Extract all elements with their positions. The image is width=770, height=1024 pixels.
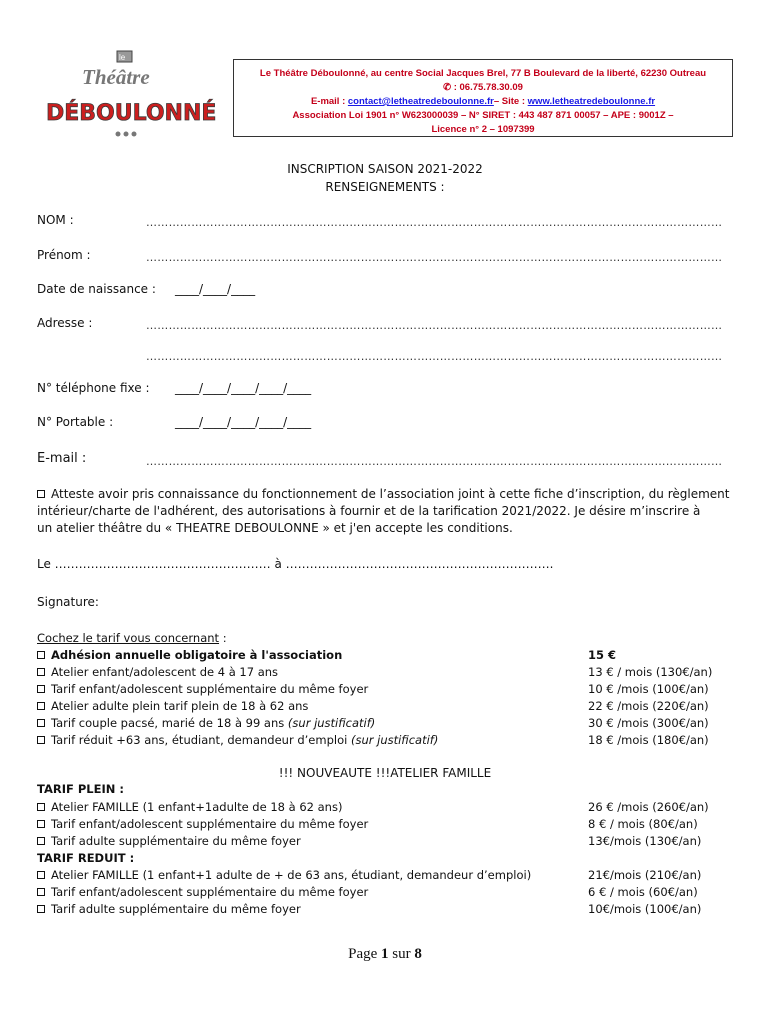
address-line: Le Théâtre Déboulonné, au centre Social Jacques Brel, 77 B Boulevard de la liberté, 62230 Outreau xyxy=(259,68,707,79)
portable-field[interactable]: ____/____/____/____/____ xyxy=(175,415,312,429)
attestation-line-2: intérieur/charte de l'adhérent, des autorisations à fournir et de la tarification 2021/2022. Je désire m’inscrire à xyxy=(37,504,701,518)
tarif-row-2[interactable]: Tarif enfant/adolescent supplémentaire du même foyer xyxy=(37,682,368,696)
email-label: E-mail : xyxy=(37,451,87,466)
phone-icon: ✆ xyxy=(443,82,452,93)
tarif-row-3[interactable]: Atelier adulte plein tarif plein de 18 à 62 ans xyxy=(37,699,308,713)
attestation-block xyxy=(37,486,747,537)
tarif-checkbox[interactable] xyxy=(37,685,45,693)
famille-plein-price-1: 8 € / mois (80€/an) xyxy=(588,817,698,831)
famille-reduit-row-2[interactable]: Tarif adulte supplémentaire du même foyer xyxy=(37,902,301,916)
contact-line: E-mail : contact@letheatredeboulonne.fr– Site : www.letheatredeboulonne.fr xyxy=(310,96,656,107)
famille-reduit-price-2: 10€/mois (100€/an) xyxy=(588,902,702,916)
tarif-checkbox[interactable] xyxy=(37,905,45,913)
form-title: INSCRIPTION SAISON 2021-2022 xyxy=(287,162,483,176)
tarif-checkbox[interactable] xyxy=(37,668,45,676)
tarif-checkbox[interactable] xyxy=(37,719,45,727)
nom-label: NOM : xyxy=(37,213,74,227)
famille-plein-price-2: 13€/mois (130€/an) xyxy=(588,834,702,848)
adresse-field-2[interactable]: ……………………………………………………………………………………………………………………………………… xyxy=(146,350,723,363)
phone-line: ✆ : 06.75.78.30.09 xyxy=(443,82,523,93)
tel-fixe-label: N° téléphone fixe : xyxy=(37,381,150,395)
famille-plein-price-0: 26 € /mois (260€/an) xyxy=(588,800,709,814)
tarif-checkbox[interactable] xyxy=(37,736,45,744)
tarif-price-1: 13 € / mois (130€/an) xyxy=(588,665,713,679)
attestation-line-3: un atelier théâtre du « THEATRE DEBOULONNE » et j'en accepte les conditions. xyxy=(37,521,513,535)
adresse-field-1[interactable]: ……………………………………………………………………………………………………………………………………… xyxy=(146,319,723,332)
tarif-reduit-header: TARIF REDUIT : xyxy=(37,851,135,865)
famille-reduit-row-1[interactable]: Tarif enfant/adolescent supplémentaire du même foyer xyxy=(37,885,368,899)
theatre-logo xyxy=(40,48,215,140)
page-number: Page 1 sur 8 xyxy=(348,946,422,962)
tarifs-header: Cochez le tarif vous concernant : xyxy=(37,631,227,645)
tarif-checkbox[interactable] xyxy=(37,651,45,659)
siret-line: Association Loi 1901 n° W623000039 – N° SIRET : 443 487 871 00057 – APE : 9001Z – xyxy=(292,110,674,121)
famille-plein-row-2[interactable]: Tarif adulte supplémentaire du même foyer xyxy=(37,834,301,848)
tarif-price-3: 22 € /mois (220€/an) xyxy=(588,699,709,713)
signature-label: Signature: xyxy=(37,595,99,609)
famille-reduit-row-0[interactable]: Atelier FAMILLE (1 enfant+1 adulte de + de 63 ans, étudiant, demandeur d’emploi) xyxy=(37,868,531,882)
adresse-label: Adresse : xyxy=(37,316,93,330)
nom-field[interactable]: ……………………………………………………………………………………………………………………………………… xyxy=(146,216,723,229)
email-link[interactable]: contact@letheatredeboulonne.fr xyxy=(347,96,494,107)
tarif-row-1[interactable]: Atelier enfant/adolescent de 4 à 17 ans xyxy=(37,665,278,679)
prenom-field[interactable]: ……………………………………………………………………………………………………………………………………… xyxy=(146,251,723,264)
tarif-plein-header: TARIF PLEIN : xyxy=(37,782,124,796)
tel-fixe-field[interactable]: ____/____/____/____/____ xyxy=(175,381,312,395)
tarif-checkbox[interactable] xyxy=(37,888,45,896)
tarif-checkbox[interactable] xyxy=(37,871,45,879)
logo-line2: DÉBOULONNÉ xyxy=(46,101,217,126)
naissance-label: Date de naissance : xyxy=(37,282,156,296)
date-place-line[interactable]: Le ……………………………………………… à …………………………………………………………. xyxy=(37,557,554,571)
tarif-price-5: 18 € /mois (180€/an) xyxy=(588,733,709,747)
famille-plein-row-1[interactable]: Tarif enfant/adolescent supplémentaire du même foyer xyxy=(37,817,368,831)
tarif-checkbox[interactable] xyxy=(37,803,45,811)
famille-plein-row-0[interactable]: Atelier FAMILLE (1 enfant+1adulte de 18 à 62 ans) xyxy=(37,800,342,814)
tarif-checkbox[interactable] xyxy=(37,702,45,710)
famille-reduit-price-0: 21€/mois (210€/an) xyxy=(588,868,702,882)
logo-graphic xyxy=(40,48,215,140)
tarif-price-2: 10 € /mois (100€/an) xyxy=(588,682,709,696)
email-field[interactable]: ……………………………………………………………………………………………………………………………………… xyxy=(146,455,723,468)
tarif-price-4: 30 € /mois (300€/an) xyxy=(588,716,709,730)
logo-top-text: le xyxy=(119,53,126,62)
naissance-field[interactable]: ____/____/____ xyxy=(175,282,256,296)
tarif-checkbox[interactable] xyxy=(37,820,45,828)
website-link[interactable]: www.letheatredeboulonne.fr xyxy=(527,96,656,107)
prenom-label: Prénom : xyxy=(37,248,91,262)
tarif-checkbox[interactable] xyxy=(37,837,45,845)
tarif-row-4[interactable]: Tarif couple pacsé, marié de 18 à 99 ans (sur justificatif) xyxy=(37,716,375,730)
logo-line1: Théâtre xyxy=(82,65,150,89)
attestation-checkbox[interactable] xyxy=(37,490,45,498)
tarif-row-0[interactable]: Adhésion annuelle obligatoire à l'association xyxy=(37,648,342,662)
association-info-box xyxy=(233,59,733,137)
famille-title: !!! NOUVEAUTE !!!ATELIER FAMILLE xyxy=(278,766,492,780)
portable-label: N° Portable : xyxy=(37,415,114,429)
famille-reduit-price-1: 6 € / mois (60€/an) xyxy=(588,885,698,899)
tarif-price-0: 15 € xyxy=(588,648,617,662)
tarif-row-5[interactable]: Tarif réduit +63 ans, étudiant, demandeur d’emploi (sur justificatif) xyxy=(37,733,438,747)
licence-line: Licence n° 2 – 1097399 xyxy=(431,124,535,135)
form-subtitle: RENSEIGNEMENTS : xyxy=(325,180,445,194)
attestation-line-1: Atteste avoir pris connaissance du fonctionnement de l’association joint à cette fiche d’inscription, du règlement xyxy=(51,487,730,501)
